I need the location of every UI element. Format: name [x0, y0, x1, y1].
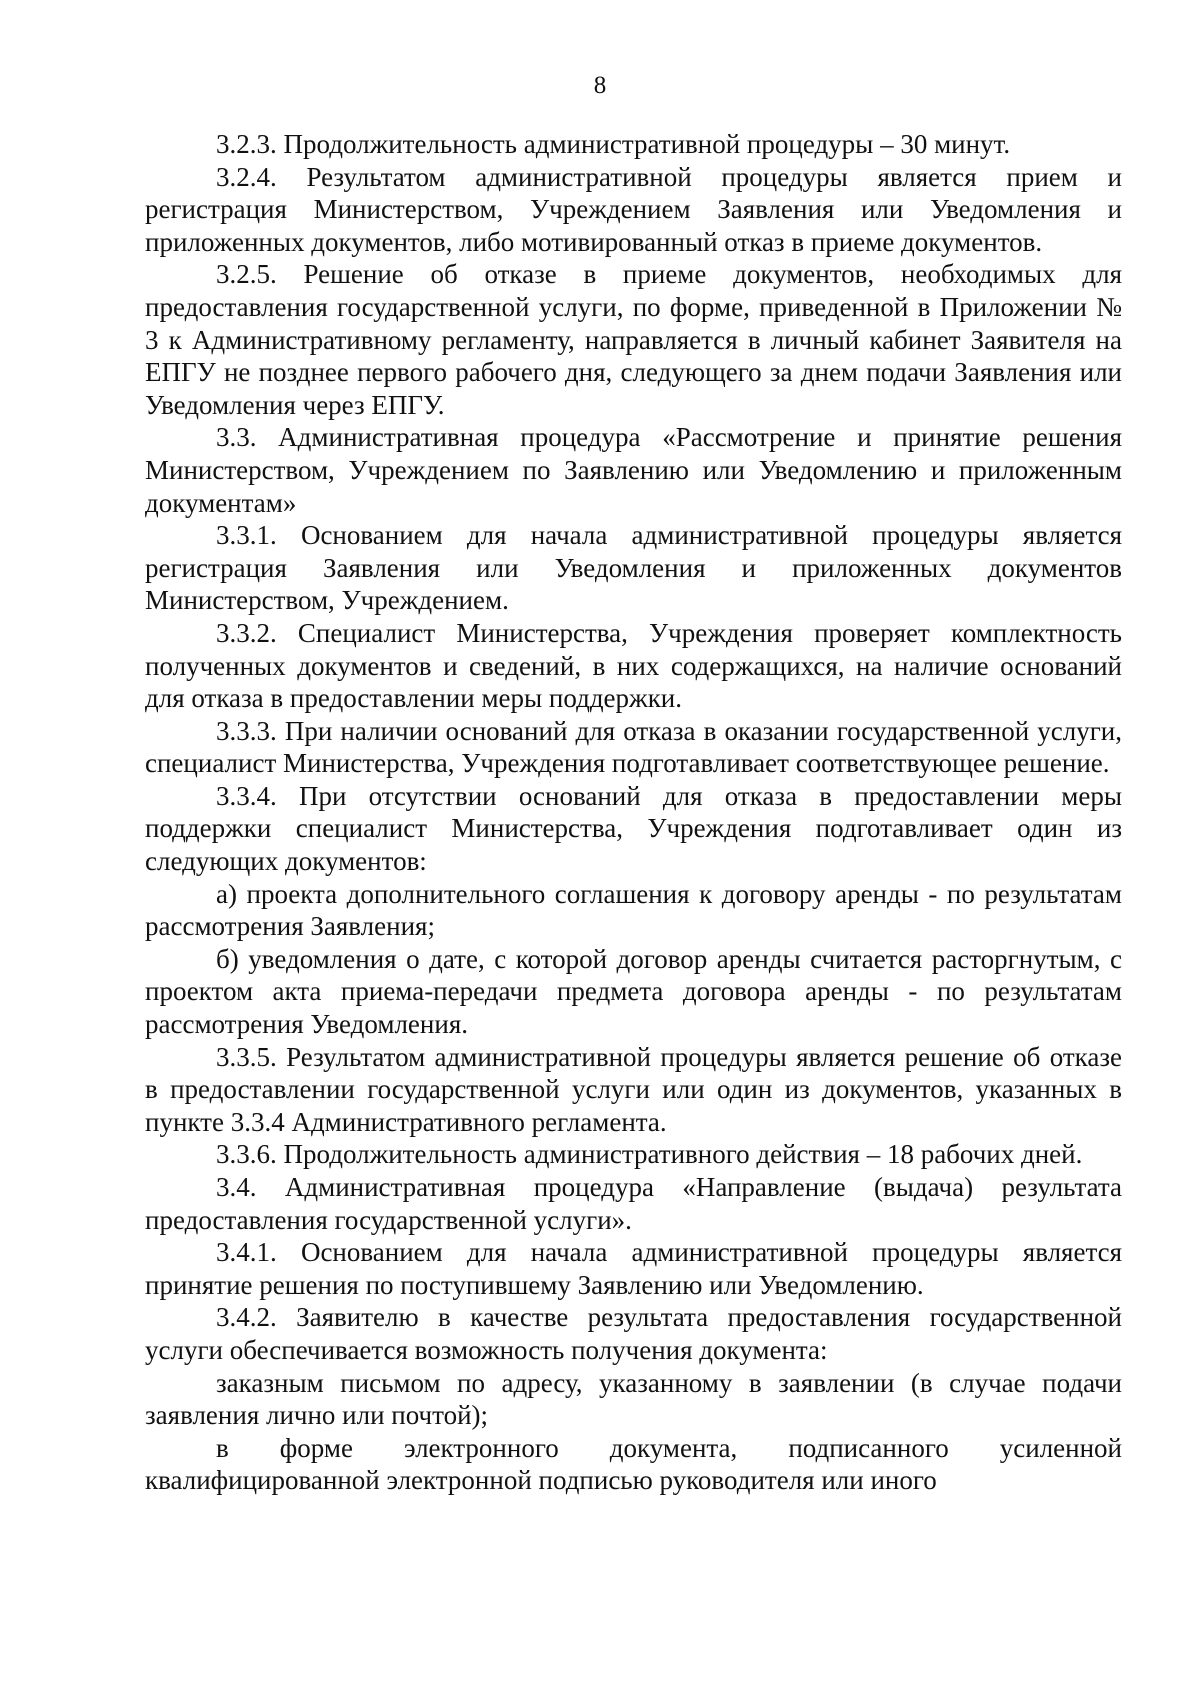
- paragraph-item-b: б) уведомления о дате, с которой договор аренды считается расторгнутым, с проектом акта приема-передачи предмета договора аренды - по результатам рассмотрения Уведомления.: [145, 943, 1122, 1040]
- paragraph-3-3: 3.3. Административная процедура «Рассмотрение и принятие решения Министерством, Учреждением по Заявлению или Уведомлению и приложенным документам»: [145, 422, 1122, 518]
- paragraph-3-4-1: 3.4.1. Основанием для начала административной процедуры является принятие решения по поступившему Заявлению или Уведомлению.: [145, 1237, 1122, 1300]
- paragraph-delivery-electronic: в форме электронного документа, подписанного усиленной квалифицированной электронной подписью руководителя или иного: [145, 1432, 1122, 1496]
- paragraph-3-3-4: 3.3.4. При отсутствии оснований для отказа в предоставлении меры поддержки специалист Министерства, Учреждения подготавливает один из следующих документов:: [145, 780, 1122, 877]
- paragraph-3-4: 3.4. Административная процедура «Направление (выдача) результата предоставления государственной услуги».: [145, 1172, 1122, 1235]
- paragraph-3-2-3: 3.2.3. Продолжительность административной процедуры – 30 минут.: [216, 129, 1011, 159]
- paragraph-3-2-5: 3.2.5. Решение об отказе в приеме документов, необходимых для предоставления государственной услуги, по форме, приведенной в Приложении № 3 к Административному регламенту, направляется в личный кабинет Заявителя на ЕПГУ не позднее первого рабочего дня, следующего за днем подачи Заявления или Уведомления через ЕПГУ.: [145, 259, 1122, 420]
- page-number: 8: [593, 72, 607, 99]
- document-body: [145, 128, 1122, 1497]
- paragraph-3-3-3: 3.3.3. При наличии оснований для отказа в оказании государственной услуги, специалист Министерства, Учреждения подготавливает соответствующее решение.: [145, 715, 1122, 779]
- paragraph-3-3-2: 3.3.2. Специалист Министерства, Учреждения проверяет комплектность полученных документов и сведений, в них содержащихся, на наличие оснований для отказа в предоставлении меры поддержки.: [145, 617, 1122, 714]
- paragraph-item-a: а) проекта дополнительного соглашения к договору аренды - по результатам рассмотрения Заявления;: [145, 878, 1122, 942]
- paragraph-3-3-1: 3.3.1. Основанием для начала административной процедуры является регистрация Заявления или Уведомления и приложенных документов Министерством, Учреждением.: [145, 520, 1122, 616]
- paragraph-3-3-5: 3.3.5. Результатом административной процедуры является решение об отказе в предоставлении государственной услуги или один из документов, указанных в пункте 3.3.4 Административного регламента.: [145, 1041, 1122, 1137]
- paragraph-3-3-6: 3.3.6. Продолжительность административного действия – 18 рабочих дней.: [216, 1139, 1083, 1170]
- paragraph-3-4-2: 3.4.2. Заявителю в качестве результата предоставления государственной услуги обеспечивается возможность получения документа:: [145, 1302, 1122, 1365]
- paragraph-3-2-4: 3.2.4. Результатом административной процедуры является прием и регистрация Министерством, Учреждением Заявления или Уведомления и приложенных документов, либо мотивированный отказ в приеме документов.: [145, 161, 1122, 257]
- paragraph-delivery-mail: заказным письмом по адресу, указанному в заявлении (в случае подачи заявления лично или почтой);: [145, 1367, 1122, 1431]
